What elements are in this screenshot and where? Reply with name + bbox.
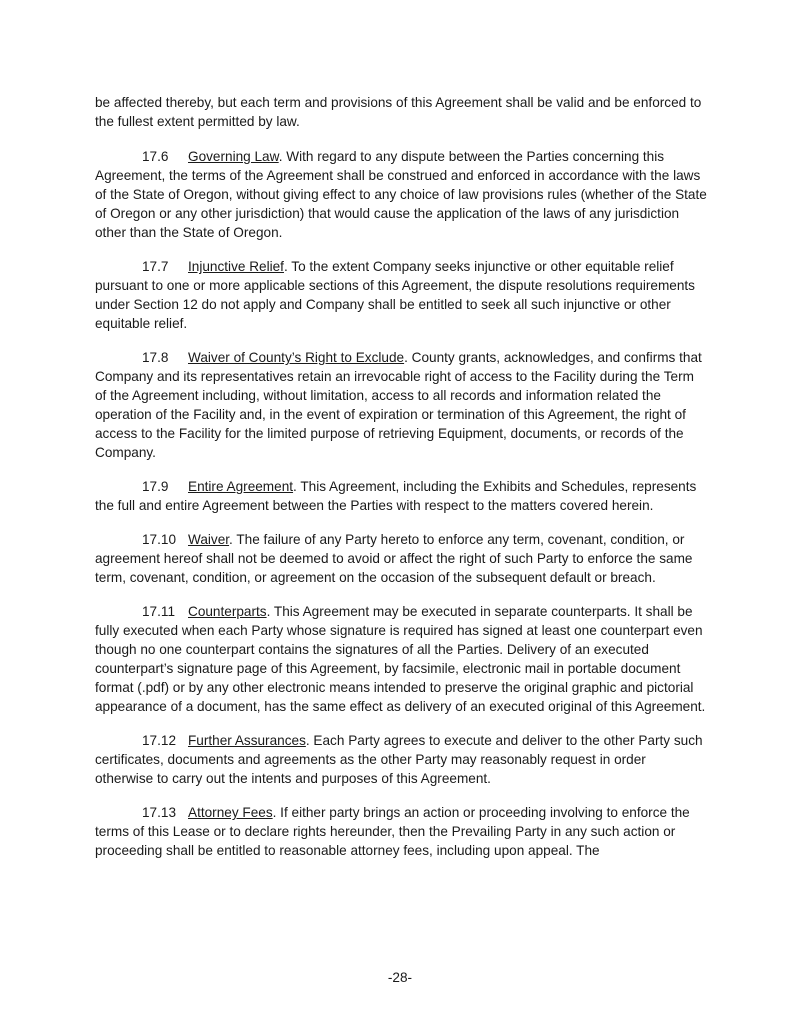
section-number: 17.12 (142, 733, 177, 748)
section-number: 17.13 (142, 805, 177, 820)
section-heading: Waiver (188, 532, 230, 547)
page-number: -28- (387, 970, 413, 985)
section-number: 17.10 (142, 532, 177, 547)
section-heading: Further Assurances (188, 733, 306, 748)
section-heading: Waiver of County’s Right to Exclude (188, 350, 405, 365)
section-body: . This Agreement may be executed in separate counterparts. It shall be fully executed when each Party whose signature is required has signed at least one counterpart even though no one counterpart contains the signatures of all the Parties. Delivery of an executed counterpart’s signature page of this Agreement, by facsimile, electronic mail in portable document format (.pdf) or by any other electronic means intended to preserve the original graphic and pictorial appearance of a document, has the same effect as delivery of an executed original of this Agreement. (95, 604, 706, 714)
section-number: 17.9 (142, 479, 169, 494)
section-number: 17.6 (142, 149, 169, 164)
section-body: . To the extent Company seeks injunctive or other equitable relief pursuant to one or more applicable sections of this Agreement, the dispute resolutions requirements under Section 12 do not apply and Company shall be entitled to seek all such injunctive or other equitable relief. (95, 259, 695, 331)
section-body: . County grants, acknowledges, and confirms that Company and its representatives retain an irrevocable right of access to the Facility during the Term of the Agreement including, without limitation, access to all records and information related the operation of the Facility and, in the event of expiration or termination of this Agreement, the right of access to the Facility for the limited purpose of retrieving Equipment, documents, or records of the Company. (95, 350, 702, 460)
section-17-9 (95, 477, 707, 515)
section-17-11 (95, 602, 707, 716)
section-heading: Attorney Fees (188, 805, 273, 820)
section-body: . With regard to any dispute between the Parties concerning this Agreement, the terms of the Agreement shall be construed and enforced in accordance with the laws of the State of Oregon, without giving effect to any choice of law provisions rules (whether of the State of Oregon or any other jurisdiction) that would cause the application of the laws of any jurisdiction other than the State of Oregon. (95, 149, 707, 240)
section-body: . If either party brings an action or proceeding involving to enforce the terms of this Lease or to declare rights hereunder, then the Prevailing Party in any such action or proceeding shall be entitled to reasonable attorney fees, including upon appeal. The (95, 805, 690, 858)
section-body: . Each Party agrees to execute and deliver to the other Party such certificates, documents and agreements as the other Party may reasonably request in order otherwise to carry out the intents and purposes of this Agreement. (95, 733, 703, 786)
section-body: . This Agreement, including the Exhibits and Schedules, represents the full and entire Agreement between the Parties with respect to the matters covered herein. (95, 479, 697, 513)
section-number: 17.7 (142, 259, 169, 274)
document-page (95, 93, 707, 875)
intro-paragraph: be affected thereby, but each term and provisions of this Agreement shall be valid and be enforced to the fullest extent permitted by law. (95, 95, 702, 129)
section-17-12 (95, 731, 707, 788)
section-body: . The failure of any Party hereto to enforce any term, covenant, condition, or agreement hereof shall not be deemed to avoid or affect the right of such Party to enforce the same term, covenant, condition, or agreement on the occasion of the subsequent default or breach. (95, 532, 693, 585)
section-17-6 (95, 147, 707, 242)
section-17-7 (95, 257, 707, 333)
section-heading: Governing Law (188, 149, 279, 164)
section-17-10 (95, 530, 707, 587)
section-heading: Injunctive Relief (188, 259, 284, 274)
section-heading: Entire Agreement (188, 479, 294, 494)
section-17-8 (95, 348, 707, 462)
section-heading: Counterparts (188, 604, 267, 619)
section-number: 17.8 (142, 350, 169, 365)
section-number: 17.11 (142, 604, 176, 619)
section-17-13 (95, 803, 707, 860)
